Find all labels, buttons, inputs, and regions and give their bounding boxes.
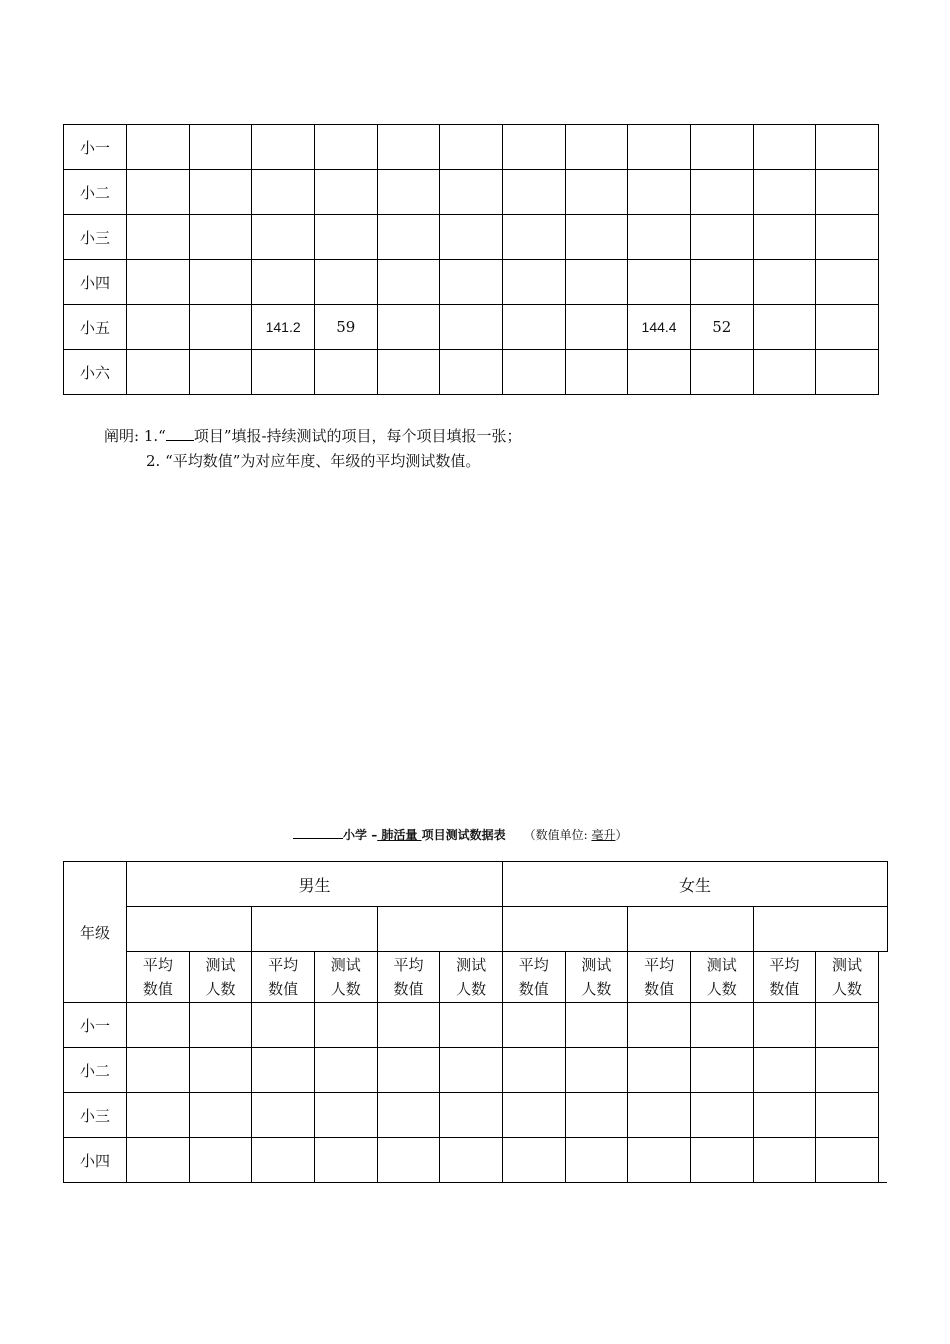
data-cell xyxy=(314,215,377,260)
data-cell xyxy=(502,305,565,350)
data-cell xyxy=(690,1003,753,1048)
data-cell xyxy=(314,260,377,305)
data-cell xyxy=(565,1138,628,1183)
data-cell xyxy=(252,1048,315,1093)
female-header: 女生 xyxy=(502,862,887,907)
data-cell xyxy=(377,305,440,350)
average-value-header: 平均 数值 xyxy=(127,952,190,1003)
test-count-header: 测试 人数 xyxy=(816,952,879,1003)
grade-data-table-lung-capacity xyxy=(63,861,888,1183)
average-value-header: 平均 数值 xyxy=(252,952,315,1003)
table-row xyxy=(64,170,879,215)
data-cell xyxy=(377,1093,440,1138)
data-cell xyxy=(753,170,816,215)
data-cell xyxy=(377,350,440,395)
data-cell xyxy=(377,215,440,260)
data-cell xyxy=(440,170,503,215)
data-cell xyxy=(377,260,440,305)
data-cell xyxy=(440,260,503,305)
data-cell xyxy=(565,1048,628,1093)
data-cell xyxy=(690,1138,753,1183)
data-cell xyxy=(628,1003,691,1048)
data-cell xyxy=(628,1093,691,1138)
data-cell xyxy=(502,1093,565,1138)
data-cell xyxy=(440,125,503,170)
data-cell xyxy=(565,215,628,260)
table-row xyxy=(64,1138,888,1183)
note-1: 阐明: 1.“ 项目”填报-持续测试的项目，每个项目填报一张； xyxy=(104,427,522,445)
male-header: 男生 xyxy=(127,862,503,907)
data-cell xyxy=(127,305,190,350)
spacer xyxy=(878,1003,887,1048)
data-cell xyxy=(127,1138,190,1183)
data-cell xyxy=(314,350,377,395)
data-cell xyxy=(628,350,691,395)
data-cell xyxy=(565,1003,628,1048)
data-cell xyxy=(314,1138,377,1183)
data-cell xyxy=(377,125,440,170)
data-cell xyxy=(440,350,503,395)
data-cell xyxy=(252,170,315,215)
data-cell xyxy=(753,1048,816,1093)
data-cell xyxy=(565,260,628,305)
data-cell xyxy=(816,215,879,260)
data-cell xyxy=(753,1093,816,1138)
grade-label: 小四 xyxy=(64,1138,127,1183)
year-cell xyxy=(127,907,252,952)
data-cell xyxy=(314,1093,377,1138)
average-value-header: 平均 数值 xyxy=(628,952,691,1003)
table-row xyxy=(64,305,879,350)
data-cell xyxy=(440,1093,503,1138)
data-cell xyxy=(753,1003,816,1048)
data-cell xyxy=(628,1138,691,1183)
data-cell xyxy=(690,125,753,170)
grade-label: 小五 xyxy=(64,305,127,350)
data-cell xyxy=(628,215,691,260)
test-count-header: 测试 人数 xyxy=(440,952,503,1003)
data-cell xyxy=(816,1093,879,1138)
table-row xyxy=(64,1093,888,1138)
data-cell xyxy=(127,260,190,305)
data-cell xyxy=(753,260,816,305)
grade-label: 小一 xyxy=(64,125,127,170)
data-cell xyxy=(628,170,691,215)
table-row xyxy=(64,1048,888,1093)
grade-label: 小一 xyxy=(64,1003,127,1048)
data-cell xyxy=(127,215,190,260)
data-cell xyxy=(377,1003,440,1048)
spacer xyxy=(878,1138,887,1183)
grade-header: 年级 xyxy=(64,862,127,1003)
data-cell xyxy=(816,125,879,170)
spacer xyxy=(878,1048,887,1093)
test-count-header: 测试 人数 xyxy=(690,952,753,1003)
data-cell xyxy=(440,1048,503,1093)
blank-line xyxy=(166,426,194,441)
year-cell xyxy=(377,907,502,952)
data-cell xyxy=(252,215,315,260)
data-cell xyxy=(690,215,753,260)
test-count-header: 测试 人数 xyxy=(314,952,377,1003)
data-cell xyxy=(252,1138,315,1183)
data-cell: 59 xyxy=(314,305,377,350)
data-cell xyxy=(502,170,565,215)
data-cell xyxy=(690,350,753,395)
data-cell xyxy=(440,1003,503,1048)
data-cell: 141.2 xyxy=(252,305,315,350)
data-cell xyxy=(127,170,190,215)
data-cell xyxy=(189,305,252,350)
year-cell xyxy=(628,907,753,952)
data-cell xyxy=(377,170,440,215)
average-value-header: 平均 数值 xyxy=(502,952,565,1003)
data-cell: 144.4 xyxy=(628,305,691,350)
notes xyxy=(104,424,522,474)
data-cell xyxy=(127,125,190,170)
data-cell xyxy=(816,260,879,305)
data-cell xyxy=(252,1093,315,1138)
data-cell xyxy=(502,125,565,170)
data-cell xyxy=(753,215,816,260)
grade-data-table-top xyxy=(63,124,879,395)
table-caption: 小学 – 肺活量 项目测试数据表 （数值单位: 毫升） xyxy=(293,826,627,843)
data-cell xyxy=(314,1048,377,1093)
data-cell xyxy=(314,1003,377,1048)
data-cell xyxy=(127,1048,190,1093)
data-cell xyxy=(565,1093,628,1138)
data-cell xyxy=(753,1138,816,1183)
note-2: 2. “平均数值”为对应年度、年级的平均测试数值。 xyxy=(146,452,481,470)
test-count-header: 测试 人数 xyxy=(565,952,628,1003)
test-count-header: 测试 人数 xyxy=(189,952,252,1003)
grade-label: 小六 xyxy=(64,350,127,395)
data-cell xyxy=(377,1048,440,1093)
data-cell xyxy=(816,170,879,215)
data-cell xyxy=(690,170,753,215)
data-cell xyxy=(189,260,252,305)
data-cell xyxy=(502,1138,565,1183)
school-blank xyxy=(293,828,343,839)
data-cell xyxy=(189,350,252,395)
data-cell xyxy=(816,1048,879,1093)
data-cell xyxy=(816,350,879,395)
data-cell xyxy=(628,1048,691,1093)
data-cell xyxy=(440,305,503,350)
data-cell xyxy=(565,350,628,395)
data-cell: 52 xyxy=(690,305,753,350)
data-cell xyxy=(252,125,315,170)
data-cell xyxy=(252,260,315,305)
data-cell xyxy=(565,305,628,350)
data-cell xyxy=(502,260,565,305)
spacer xyxy=(878,952,887,1003)
grade-label: 小三 xyxy=(64,215,127,260)
table-row xyxy=(64,215,879,260)
data-cell xyxy=(690,260,753,305)
table-row xyxy=(64,1003,888,1048)
data-cell xyxy=(565,170,628,215)
data-cell xyxy=(753,305,816,350)
data-cell xyxy=(502,350,565,395)
data-cell xyxy=(816,1003,879,1048)
spacer xyxy=(878,1093,887,1138)
year-cell xyxy=(502,907,627,952)
year-cell xyxy=(753,907,887,952)
data-cell xyxy=(565,125,628,170)
grade-label: 小三 xyxy=(64,1093,127,1138)
grade-label: 小四 xyxy=(64,260,127,305)
data-cell xyxy=(628,125,691,170)
data-cell xyxy=(189,1048,252,1093)
table-row xyxy=(64,350,879,395)
data-cell xyxy=(628,260,691,305)
data-cell xyxy=(753,350,816,395)
table-row xyxy=(64,125,879,170)
data-cell xyxy=(816,1138,879,1183)
grade-label: 小二 xyxy=(64,170,127,215)
data-cell xyxy=(127,1093,190,1138)
data-cell xyxy=(189,125,252,170)
data-cell xyxy=(502,215,565,260)
data-cell xyxy=(377,1138,440,1183)
data-cell xyxy=(314,125,377,170)
data-cell xyxy=(314,170,377,215)
data-cell xyxy=(189,215,252,260)
data-cell xyxy=(189,1138,252,1183)
data-cell xyxy=(502,1048,565,1093)
data-cell xyxy=(816,305,879,350)
data-cell xyxy=(440,215,503,260)
table-row xyxy=(64,260,879,305)
data-cell xyxy=(127,1003,190,1048)
data-cell xyxy=(690,1093,753,1138)
data-cell xyxy=(252,1003,315,1048)
data-cell xyxy=(189,1093,252,1138)
data-cell xyxy=(127,350,190,395)
data-cell xyxy=(189,170,252,215)
grade-label: 小二 xyxy=(64,1048,127,1093)
year-cell xyxy=(252,907,377,952)
data-cell xyxy=(252,350,315,395)
data-cell xyxy=(753,125,816,170)
data-cell xyxy=(690,1048,753,1093)
average-value-header: 平均 数值 xyxy=(377,952,440,1003)
data-cell xyxy=(440,1138,503,1183)
average-value-header: 平均 数值 xyxy=(753,952,816,1003)
data-cell xyxy=(502,1003,565,1048)
data-cell xyxy=(189,1003,252,1048)
